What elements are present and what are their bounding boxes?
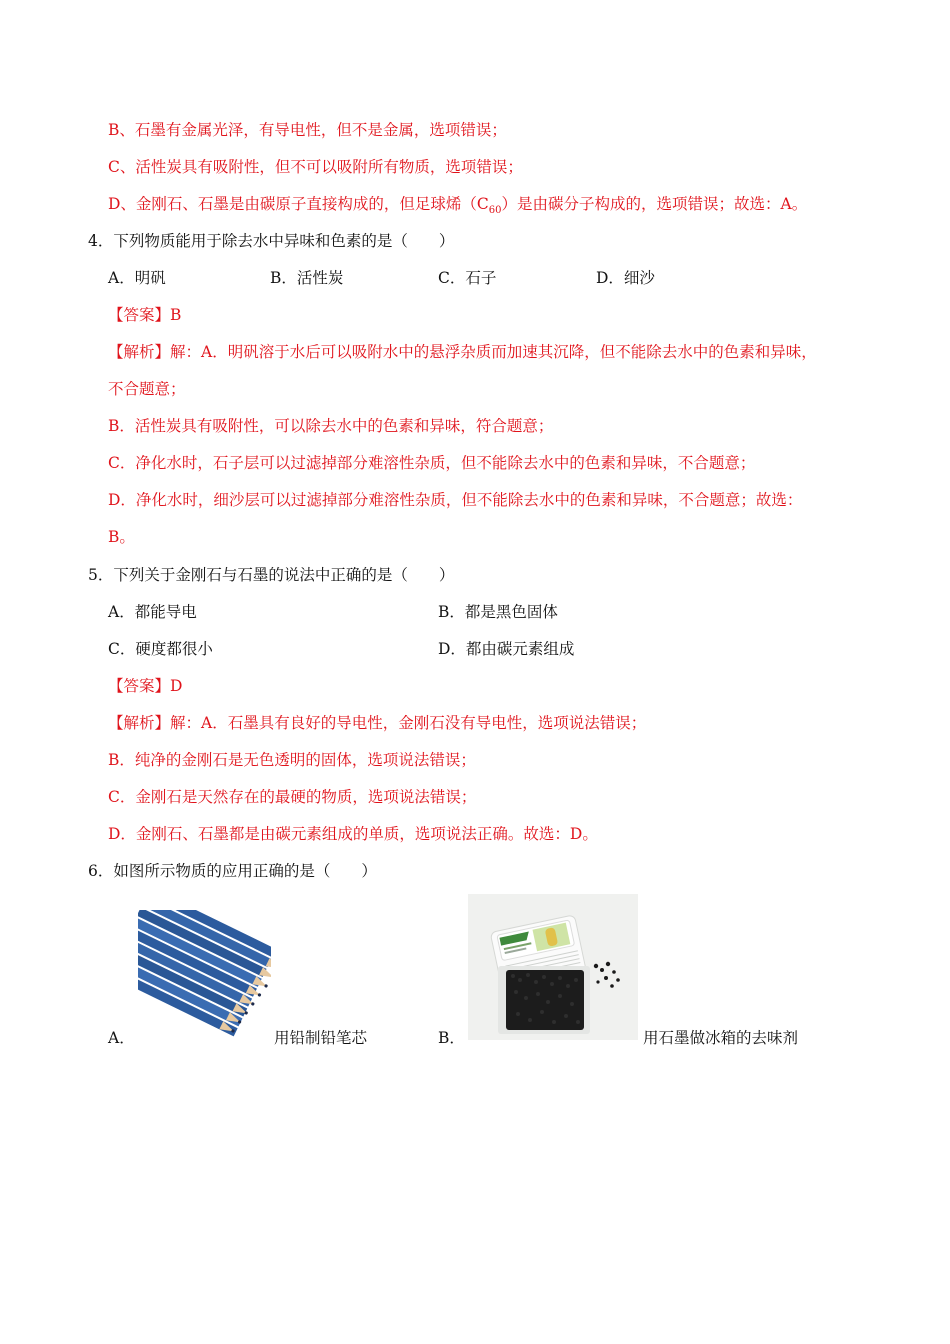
q5-analysis-label: 【解析】 bbox=[108, 714, 171, 732]
q6-stem: 6．如图所示物质的应用正确的是（ ） bbox=[88, 862, 377, 880]
q6-option-a-label: A． bbox=[108, 1029, 135, 1047]
q4-option-d: D．细沙 bbox=[596, 269, 655, 287]
q5-analysis-a bbox=[108, 713, 646, 733]
q3-analysis-d bbox=[108, 194, 807, 221]
q4-answer-value: B bbox=[170, 306, 182, 324]
q5-analysis-d: D．金刚石、石墨都是由碳元素组成的单质，选项说法正确。故选：D。 bbox=[108, 825, 598, 843]
q4-analysis-a-text: 解：A．明矾溶于水后可以吸附水中的悬浮杂质而加速其沉降，但不能除去水中的色素和异味， bbox=[170, 343, 817, 361]
q5-answer-value: D bbox=[170, 677, 183, 695]
q5-analysis-b: B．纯净的金刚石是无色透明的固体，选项说法错误； bbox=[108, 751, 476, 769]
q4-option-a: A．明矾 bbox=[108, 269, 166, 287]
q5-option-a: A．都能导电 bbox=[108, 603, 197, 621]
q5-analysis-c: C．金刚石是天然存在的最硬的物质，选项说法错误； bbox=[108, 788, 477, 806]
pencils-image bbox=[138, 910, 271, 1038]
q6-option-b-text: 用石墨做冰箱的去味剂 bbox=[643, 1029, 799, 1047]
deodorizer-illustration bbox=[468, 894, 638, 1040]
q4-answer-label: 【答案】 bbox=[108, 306, 171, 324]
q5-analysis-a-text: 解：A．石墨具有良好的导电性，金刚石没有导电性，选项说法错误； bbox=[170, 714, 647, 732]
q4-analysis-b: B．活性炭具有吸附性，可以除去水中的色素和异味，符合题意； bbox=[108, 417, 554, 435]
pencils-illustration bbox=[138, 910, 271, 1038]
q3-analysis-d-subscript: 60 bbox=[488, 205, 502, 217]
q6-option-b-label: B． bbox=[438, 1029, 465, 1047]
q3-analysis-d-pre: D、金刚石、石墨是由碳原子直接构成的，但足球烯（C bbox=[108, 195, 489, 213]
q4-stem: 4．下列物质能用于除去水中异味和色素的是（ ） bbox=[88, 232, 455, 250]
q3-analysis-c: C、活性炭具有吸附性，但不可以吸附所有物质，选项错误； bbox=[108, 158, 523, 176]
q4-analysis-d2: B。 bbox=[108, 528, 135, 546]
q4-answer bbox=[108, 305, 181, 325]
deodorizer-image bbox=[468, 894, 638, 1040]
q5-option-c: C．硬度都很小 bbox=[108, 640, 213, 658]
q4-analysis-a bbox=[108, 342, 817, 362]
q5-answer bbox=[108, 676, 182, 696]
q4-analysis-label: 【解析】 bbox=[108, 343, 171, 361]
q4-option-b: B．活性炭 bbox=[270, 269, 344, 287]
q4-analysis-c: C．净化水时，石子层可以过滤掉部分难溶性杂质，但不能除去水中的色素和异味，不合题意； bbox=[108, 454, 756, 472]
q3-analysis-d-post: ）是由碳分子构成的，选项错误；故选：A。 bbox=[501, 195, 808, 213]
q6-option-a-text: 用铅制铅笔芯 bbox=[274, 1029, 368, 1047]
q5-stem: 5．下列关于金刚石与石墨的说法中正确的是（ ） bbox=[88, 566, 455, 584]
q4-analysis-d: D．净化水时，细沙层可以过滤掉部分难溶性杂质，但不能除去水中的色素和异味，不合题意；故选： bbox=[108, 491, 803, 509]
q3-analysis-b: B、石墨有金属光泽，有导电性，但不是金属，选项错误； bbox=[108, 121, 507, 139]
q4-option-c: C．石子 bbox=[438, 269, 497, 287]
q4-analysis-a2: 不合题意； bbox=[108, 380, 186, 398]
q5-answer-label: 【答案】 bbox=[108, 677, 171, 695]
q5-option-d: D．都由碳元素组成 bbox=[438, 640, 575, 658]
q5-option-b: B．都是黑色固体 bbox=[438, 603, 558, 621]
